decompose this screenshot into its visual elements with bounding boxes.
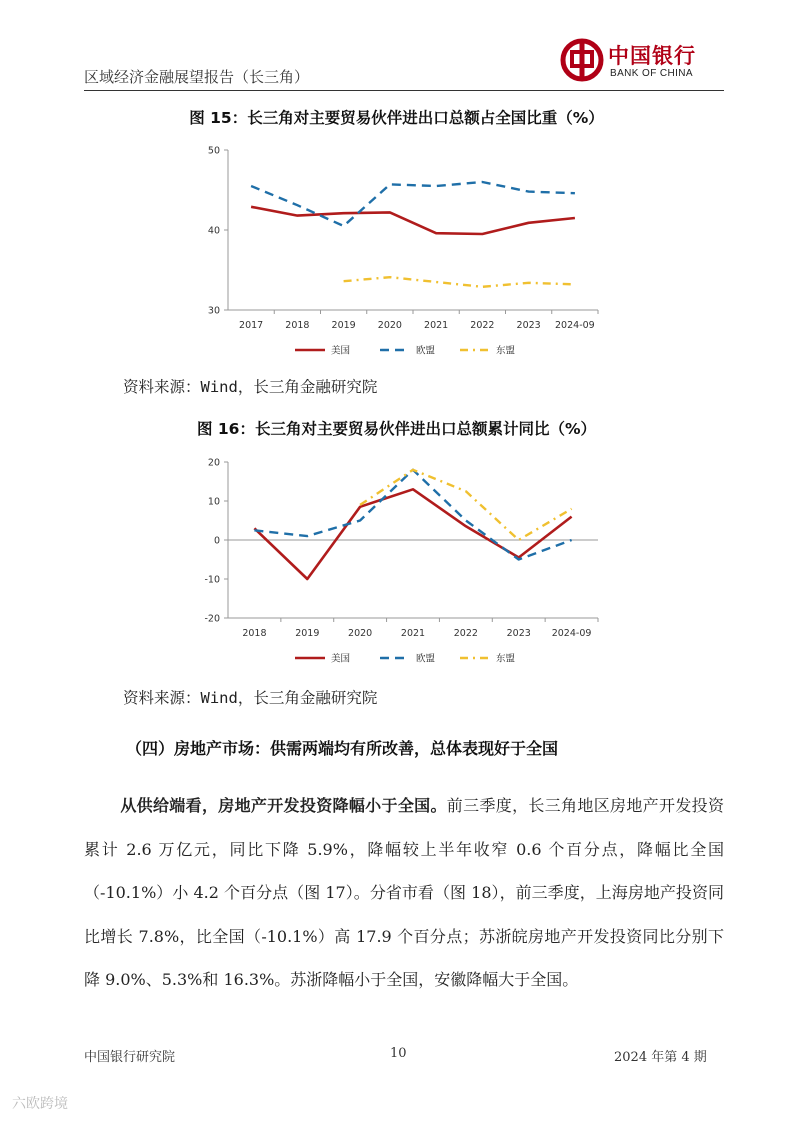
y-tick-label: 10	[207, 496, 220, 508]
figure-15-chart	[180, 134, 620, 366]
y-tick-label: 50	[207, 145, 220, 157]
x-tick-label: 2019	[295, 628, 320, 639]
figure-15-title: 图 15：长三角对主要贸易伙伴进出口总额占全国比重（%）	[189, 109, 604, 127]
x-tick-label: 2020	[348, 628, 373, 639]
x-tick-label: 2022	[453, 628, 478, 639]
y-tick-label: 0	[213, 535, 220, 547]
x-tick-label: 2018	[285, 320, 310, 331]
x-tick-label: 2021	[400, 628, 426, 639]
bank-of-china-emblem-icon	[560, 38, 604, 82]
legend-label-3: 东盟	[496, 653, 516, 665]
y-tick-label: 30	[207, 305, 220, 317]
legend-label-1: 美国	[331, 345, 351, 357]
y-tick-label: -10	[204, 574, 220, 586]
section-heading: （四）房地产市场：供需两端均有所改善，总体表现好于全国	[126, 739, 559, 758]
header-rule	[84, 90, 724, 91]
x-tick-label: 2020	[377, 320, 402, 331]
legend-label-2: 欧盟	[416, 653, 436, 665]
logo-english-name: BANK OF CHINA	[610, 68, 693, 79]
bank-logo	[560, 36, 710, 86]
paragraph-lead: 从供给端看，房地产开发投资降幅小于全国。	[120, 796, 447, 815]
figure-16-svg	[180, 446, 620, 676]
x-tick-label: 2024-09	[551, 628, 592, 639]
legend-label-2: 欧盟	[416, 345, 436, 357]
legend-label-1: 美国	[331, 653, 351, 665]
series-line-3	[344, 277, 575, 287]
y-tick-label: -20	[204, 613, 220, 625]
x-tick-label: 2019	[331, 320, 356, 331]
x-tick-label: 2021	[424, 320, 449, 331]
figure-16-title: 图 16：长三角对主要贸易伙伴进出口总额累计同比（%）	[197, 420, 596, 438]
figure-16-source: 资料来源：Wind，长三角金融研究院	[123, 689, 378, 707]
footer-institute: 中国银行研究院	[84, 1050, 176, 1065]
footer-page-number: 10	[390, 1046, 407, 1061]
x-tick-label: 2022	[470, 320, 495, 331]
paragraph-body: 前三季度，长三角地区房地产开发投资累计 2.6 万亿元，同比下降 5.9%，降幅较上半年收窄 0.6 个百分点，降幅比全国（-10.1%）小 4.2 个百分点（图 17）。分省市看（图 18），前三季度，上海房地产投资同比增长 7.8%，比全国（-10.1%）高 17.9 个百分点；苏浙皖房地产开发投资同比分别下降 9.0%、5.3%和 16.3%。苏浙降幅小于全国，安徽降幅大于全国。	[84, 796, 724, 989]
x-tick-label: 2017	[239, 320, 264, 331]
figure-15-svg	[180, 134, 620, 366]
legend-label-3: 东盟	[496, 345, 516, 357]
figure-15-source: 资料来源：Wind，长三角金融研究院	[123, 378, 378, 396]
series-line-2	[251, 182, 575, 226]
footer-issue: 2024 年第 4 期	[614, 1050, 707, 1065]
body-paragraph	[84, 784, 724, 1002]
series-line-3	[360, 470, 571, 540]
x-tick-label: 2023	[506, 628, 531, 639]
x-tick-label: 2024-09	[555, 320, 595, 331]
x-tick-label: 2023	[516, 320, 541, 331]
x-tick-label: 2018	[242, 628, 267, 639]
report-title: 区域经济金融展望报告（长三角）	[84, 68, 310, 86]
series-line-1	[251, 207, 575, 234]
figure-16-chart	[180, 446, 620, 676]
page-header	[84, 38, 724, 92]
series-line-2	[254, 470, 571, 560]
watermark: 六欧跨境	[12, 1096, 68, 1112]
y-tick-label: 20	[207, 457, 220, 469]
logo-chinese-name: 中国银行	[608, 43, 696, 68]
series-line-1	[254, 489, 571, 579]
y-tick-label: 40	[207, 225, 220, 237]
